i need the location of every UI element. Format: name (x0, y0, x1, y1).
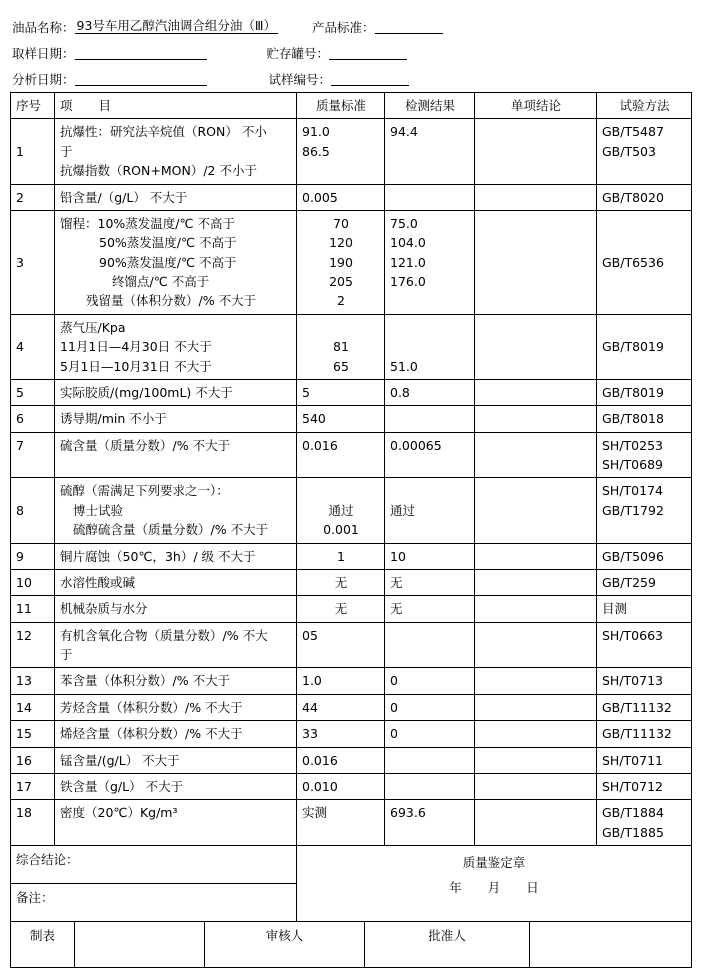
row-item-line: 抗爆指数（RON+MON）/2 不小于 (60, 163, 257, 179)
row-method-line: GB/T1884 (602, 805, 664, 821)
row-result-line (390, 318, 470, 337)
table-header-row (11, 93, 692, 119)
row-standard-line: 70 (333, 215, 349, 231)
row-method-line: SH/T0174 (602, 483, 663, 499)
approved-by-label: 批准人 (365, 922, 530, 968)
row-result-line: 0 (390, 699, 398, 715)
row-standard-line: 190 (329, 254, 353, 270)
row-standard-line: 1 (337, 548, 345, 564)
row-item-line: 实际胶质/(mg/100mL) 不大于 (60, 384, 233, 400)
row-standard (297, 800, 385, 846)
row-conclusion (475, 314, 597, 379)
col-header-item-a: 项 (60, 98, 73, 113)
row-item-line: 芳烃含量（体积分数）/% 不大于 (60, 699, 243, 715)
row-standard-line: 5 (302, 384, 310, 400)
row-standard (297, 478, 385, 543)
row-conclusion (475, 406, 597, 432)
row-method-line: GB/T5096 (602, 548, 664, 564)
row-standard-line: 05 (302, 627, 318, 643)
row-method-line: SH/T0712 (602, 778, 663, 794)
row-conclusion (475, 569, 597, 595)
row-result-line: 693.6 (390, 805, 426, 821)
row-result (385, 668, 475, 694)
row-standard (297, 721, 385, 747)
row-standard-line: 120 (329, 235, 353, 251)
row-standard (297, 543, 385, 569)
row-standard-line: 2 (337, 293, 345, 309)
row-no: 15 (11, 721, 55, 747)
row-method (597, 596, 692, 622)
row-method-line: GB/T1885 (602, 824, 664, 840)
results-table-body (11, 119, 692, 846)
row-result-line: 0 (390, 673, 398, 689)
row-conclusion (475, 432, 597, 478)
overall-conclusion-cell (11, 846, 297, 884)
row-method (597, 773, 692, 799)
product-standard-label: 产品标准： (312, 19, 375, 35)
row-item (55, 569, 297, 595)
sample-no-label: 试样编号： (268, 71, 332, 87)
quality-seal-label: 质量鉴定章 (462, 855, 526, 870)
row-conclusion (475, 119, 597, 184)
row-conclusion (475, 721, 597, 747)
row-item (55, 622, 297, 668)
sample-no-value (331, 84, 409, 86)
row-standard-line: 通过 (328, 502, 354, 518)
table-row (11, 543, 692, 569)
row-result (385, 800, 475, 846)
row-method-line: GB/T1792 (602, 502, 664, 518)
prepared-by-label: 制表 (11, 922, 75, 968)
row-item-line: 水溶性酸或碱 (60, 574, 136, 590)
table-row (11, 721, 692, 747)
storage-tank-label: 贮存罐号： (266, 45, 330, 61)
row-item-line: 终馏点/℃ 不高于 (112, 274, 210, 289)
row-method (597, 543, 692, 569)
row-item-line: 11月1日—4月30日 不大于 (60, 339, 212, 355)
row-standard-line: 0.001 (323, 522, 359, 538)
table-row (11, 622, 692, 668)
row-standard-line: 1.0 (302, 673, 322, 689)
row-method (597, 119, 692, 184)
row-method (597, 379, 692, 405)
table-row (11, 379, 692, 405)
table-row (11, 432, 692, 478)
row-item-line: 铁含量（g/L） 不大于 (60, 778, 184, 794)
row-conclusion (475, 543, 597, 569)
row-item-line: 硫醇（需满足下列要求之一）： (60, 483, 229, 499)
row-conclusion (475, 694, 597, 720)
row-no: 14 (11, 694, 55, 720)
row-item-line: 铅含量/（g/L） 不大于 (60, 189, 188, 205)
row-standard-line: 81 (333, 339, 349, 355)
results-table (10, 92, 692, 846)
row-standard-line: 540 (302, 411, 326, 427)
row-result (385, 569, 475, 595)
row-method-line: SH/T0253 (602, 437, 663, 453)
row-no: 9 (11, 543, 55, 569)
reviewed-by-label: 审核人 (205, 922, 365, 968)
row-method-line: SH/T0663 (602, 627, 663, 643)
row-result (385, 119, 475, 184)
row-item (55, 379, 297, 405)
seal-date-day: 日 (526, 880, 539, 895)
col-header-standard: 质量标准 (297, 93, 385, 119)
storage-tank-value (329, 58, 407, 60)
row-conclusion (475, 210, 597, 314)
row-conclusion (475, 184, 597, 210)
row-result-line: 无 (390, 574, 403, 590)
row-method-line: SH/T0689 (602, 457, 663, 472)
row-standard (297, 406, 385, 432)
table-row (11, 668, 692, 694)
row-method-line: GB/T8019 (602, 384, 664, 400)
row-item-line: 硫含量（质量分数）/% 不大于 (60, 437, 231, 453)
row-item (55, 721, 297, 747)
row-standard-line: 44 (302, 699, 318, 715)
row-item-line: 苯含量（体积分数）/% 不大于 (60, 673, 231, 689)
row-method (597, 406, 692, 432)
row-no: 6 (11, 406, 55, 432)
row-item (55, 210, 297, 314)
row-method (597, 314, 692, 379)
row-result (385, 773, 475, 799)
row-item (55, 478, 297, 543)
row-no: 5 (11, 379, 55, 405)
header-row-3 (12, 60, 691, 86)
row-method (597, 721, 692, 747)
row-standard-line: 0.010 (302, 778, 338, 794)
approved-by-value (530, 922, 692, 968)
row-standard (297, 668, 385, 694)
row-method-line: GB/T6536 (602, 254, 664, 270)
row-standard-line: 91.0 (302, 124, 330, 140)
row-method-line: GB/T11132 (602, 699, 672, 715)
row-method-line: GB/T259 (602, 574, 656, 590)
row-standard (297, 694, 385, 720)
remarks-cell (11, 884, 297, 922)
row-method (597, 210, 692, 314)
row-item-line: 密度（20℃）Kg/m³ (60, 805, 178, 821)
row-conclusion (475, 773, 597, 799)
row-item (55, 119, 297, 184)
table-row (11, 314, 692, 379)
row-method-line: SH/T0711 (602, 752, 663, 768)
product-name-value: 93号车用乙醇汽油调合组分油（Ⅲ） (76, 17, 277, 33)
signature-block (10, 921, 692, 968)
row-method (597, 800, 692, 846)
row-item-line: 残留量（体积分数）/% 不大于 (86, 293, 257, 309)
signature-row (11, 922, 692, 968)
row-result-line: 通过 (390, 502, 416, 518)
row-item (55, 596, 297, 622)
row-item-line: 5月1日—10月31日 不大于 (60, 358, 212, 374)
row-no: 13 (11, 668, 55, 694)
row-result-line: 121.0 (390, 254, 426, 270)
row-method-line: GB/T8019 (602, 339, 664, 355)
row-no: 7 (11, 432, 55, 478)
row-standard-line: 33 (302, 726, 318, 742)
row-result-line: 75.0 (390, 215, 418, 231)
analysis-date-value (75, 84, 207, 86)
row-item (55, 406, 297, 432)
row-standard-line: 86.5 (302, 143, 330, 159)
row-item-line: 铜片腐蚀（50℃，3h）/ 级 不大于 (60, 548, 256, 564)
row-conclusion (475, 747, 597, 773)
row-standard-line: 0.005 (302, 189, 338, 205)
row-item-line: 蒸气压/Kpa (60, 319, 126, 335)
row-item-line: 90%蒸发温度/℃ 不高于 (99, 254, 237, 270)
row-standard-line: 65 (333, 358, 349, 374)
row-item-line: 机械杂质与水分 (60, 601, 148, 617)
conclusion-block (10, 845, 692, 922)
row-standard-line: 无 (334, 601, 348, 617)
col-header-no: 序号 (11, 93, 55, 119)
row-item (55, 314, 297, 379)
row-item (55, 800, 297, 846)
row-conclusion (475, 622, 597, 668)
table-row (11, 569, 692, 595)
row-method (597, 478, 692, 543)
row-result-line: 0.00065 (390, 437, 442, 453)
row-no: 12 (11, 622, 55, 668)
prepared-by-value (75, 922, 205, 968)
row-conclusion (475, 379, 597, 405)
row-item-line: 抗爆性：研究法辛烷值（RON） 不小 (60, 124, 267, 140)
row-conclusion (475, 668, 597, 694)
table-row (11, 119, 692, 184)
row-method (597, 694, 692, 720)
sampling-date-value (75, 58, 207, 60)
quality-seal-cell (297, 846, 692, 922)
overall-conclusion-row (11, 846, 692, 884)
row-result-line: 176.0 (390, 274, 426, 289)
row-standard (297, 747, 385, 773)
row-no: 17 (11, 773, 55, 799)
table-row (11, 596, 692, 622)
row-result (385, 184, 475, 210)
analysis-date-label: 分析日期： (12, 71, 75, 87)
row-method-line: GB/T5487 (602, 124, 664, 140)
row-item-line: 博士试验 (73, 502, 124, 518)
table-row (11, 210, 692, 314)
row-standard (297, 379, 385, 405)
row-method-line: GB/T503 (602, 143, 656, 159)
row-no: 1 (11, 119, 55, 184)
product-standard-value (375, 32, 443, 34)
row-result-line: 51.0 (390, 358, 418, 374)
row-result (385, 694, 475, 720)
row-method (597, 668, 692, 694)
row-conclusion (475, 478, 597, 543)
seal-date-month: 月 (487, 880, 501, 895)
row-no: 16 (11, 747, 55, 773)
row-standard (297, 773, 385, 799)
row-method (597, 747, 692, 773)
row-result (385, 406, 475, 432)
row-result-line (390, 337, 470, 356)
product-name-label: 油品名称： (12, 19, 75, 35)
row-result-line (390, 481, 470, 500)
row-result-line: 94.4 (390, 124, 418, 140)
row-no: 8 (11, 478, 55, 543)
row-item-line: 有机含氧化合物（质量分数）/% 不大 (60, 627, 268, 643)
row-no: 11 (11, 596, 55, 622)
row-standard-line: 实测 (302, 805, 328, 821)
table-row (11, 800, 692, 846)
row-conclusion (475, 800, 597, 846)
table-row (11, 694, 692, 720)
row-standard-line (302, 318, 380, 337)
row-standard (297, 184, 385, 210)
row-method-line: 目测 (602, 601, 628, 617)
row-standard-line: 0.016 (302, 752, 338, 768)
row-method-line: GB/T8018 (602, 411, 664, 427)
table-row (11, 406, 692, 432)
row-standard (297, 314, 385, 379)
row-item-line: 馏程：10%蒸发温度/℃ 不高于 (60, 215, 236, 231)
row-item (55, 747, 297, 773)
row-item (55, 184, 297, 210)
table-row (11, 478, 692, 543)
row-conclusion (475, 596, 597, 622)
header-row-2 (12, 34, 691, 60)
row-result (385, 543, 475, 569)
row-method (597, 569, 692, 595)
row-method (597, 184, 692, 210)
remarks-label: 备注： (16, 890, 54, 905)
col-header-item (55, 93, 297, 119)
row-no: 3 (11, 210, 55, 314)
row-method (597, 622, 692, 668)
sampling-date-label: 取样日期： (12, 45, 75, 61)
row-no: 10 (11, 569, 55, 595)
row-item-line: 诱导期/min 不小于 (60, 411, 167, 427)
row-result-line: 0.8 (390, 384, 410, 400)
table-row (11, 773, 692, 799)
row-result (385, 432, 475, 478)
col-header-method: 试验方法 (597, 93, 692, 119)
row-item (55, 668, 297, 694)
row-standard-line: 205 (329, 274, 353, 289)
row-standard (297, 622, 385, 668)
row-result (385, 379, 475, 405)
report-header (12, 8, 691, 86)
col-header-result: 检测结果 (385, 93, 475, 119)
row-standard (297, 432, 385, 478)
row-method (597, 432, 692, 478)
row-result-line: 无 (390, 601, 403, 617)
row-item (55, 543, 297, 569)
row-no: 2 (11, 184, 55, 210)
col-header-item-b: 目 (98, 98, 112, 113)
overall-conclusion-label: 综合结论： (16, 852, 79, 867)
row-result-line: 0 (390, 726, 398, 742)
seal-date-year: 年 (449, 880, 462, 895)
row-method-line: GB/T11132 (602, 726, 672, 742)
row-item (55, 432, 297, 478)
header-row-1 (12, 8, 691, 34)
row-standard (297, 119, 385, 184)
row-result (385, 596, 475, 622)
row-result (385, 478, 475, 543)
row-standard-line (302, 481, 380, 500)
row-no: 18 (11, 800, 55, 846)
row-result-line: 104.0 (390, 235, 426, 251)
row-item-line: 于 (60, 143, 73, 159)
table-row (11, 184, 692, 210)
row-item (55, 694, 297, 720)
seal-date (302, 875, 686, 900)
table-row (11, 747, 692, 773)
row-result (385, 210, 475, 314)
row-result (385, 721, 475, 747)
row-item-line: 硫醇硫含量（质量分数）/% 不大于 (73, 522, 269, 538)
row-item-line: 50%蒸发温度/℃ 不高于 (99, 235, 237, 251)
row-standard (297, 569, 385, 595)
row-item-line: 于 (60, 647, 73, 662)
row-method-line: GB/T8020 (602, 189, 664, 205)
row-standard (297, 596, 385, 622)
row-standard-line: 0.016 (302, 437, 338, 453)
row-standard (297, 210, 385, 314)
row-item-line: 锰含量/(g/L） 不大于 (60, 752, 180, 768)
row-item-line: 烯烃含量（体积分数）/% 不大于 (60, 726, 243, 742)
col-header-single-conclusion: 单项结论 (475, 93, 597, 119)
row-standard-line: 无 (334, 574, 348, 590)
row-result (385, 314, 475, 379)
row-item (55, 773, 297, 799)
row-result (385, 622, 475, 668)
row-result-line: 10 (390, 548, 406, 564)
row-no: 4 (11, 314, 55, 379)
row-result (385, 747, 475, 773)
row-method-line: SH/T0713 (602, 673, 663, 689)
